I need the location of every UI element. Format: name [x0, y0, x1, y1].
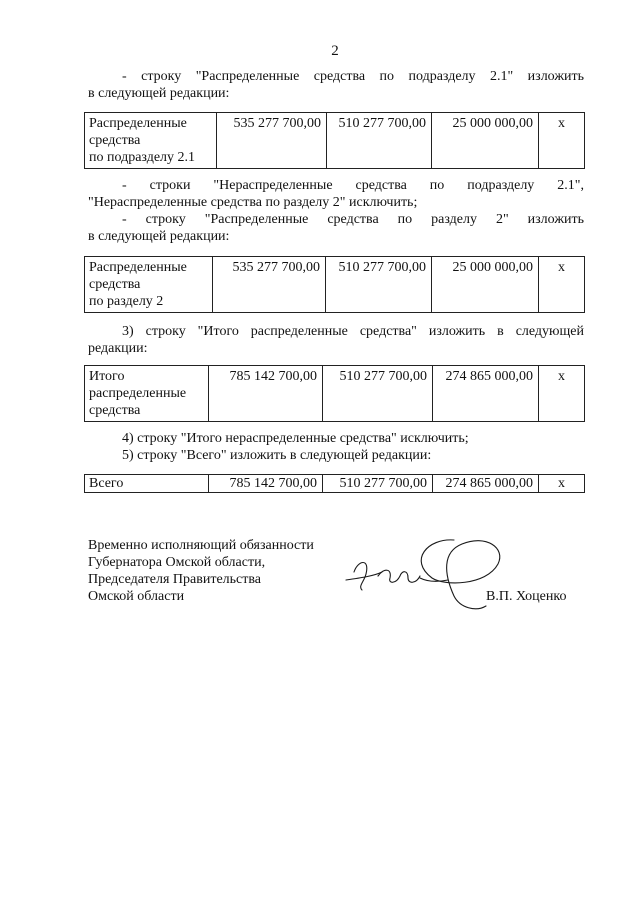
- amount-cell: 510 277 700,00: [326, 257, 432, 313]
- instruction-paragraph-continuation: "Нераспределенные средства по разделу 2" исключить;: [88, 195, 418, 210]
- instruction-paragraph: 3) строку "Итого распределенные средства" изложить в следующей: [122, 324, 584, 339]
- signatory-title-line: Временно исполняющий обязанности: [88, 538, 314, 553]
- row-label-line: Распределенные: [89, 260, 187, 275]
- instruction-paragraph: 5) строку "Всего" изложить в следующей редакции:: [122, 448, 432, 463]
- instruction-paragraph: - строку "Распределенные средства по разделу 2" изложить: [122, 212, 584, 227]
- row-label-line: по подразделу 2.1: [89, 150, 196, 165]
- amount-cell: 274 865 000,00: [433, 475, 539, 493]
- row-label-line: по разделу 2: [89, 294, 164, 309]
- instruction-paragraph: - строку "Распределенные средства по подразделу 2.1" изложить: [122, 69, 584, 84]
- table-row: [85, 366, 585, 422]
- row-label-cell: Всего: [85, 475, 209, 493]
- instruction-paragraph: 4) строку "Итого нераспределенные средства" исключить;: [122, 431, 469, 446]
- table-row: [85, 257, 585, 313]
- mark-cell: x: [539, 366, 585, 422]
- amount-cell: 274 865 000,00: [433, 366, 539, 422]
- amount-cell: 25 000 000,00: [432, 257, 539, 313]
- row-label-cell: [85, 113, 217, 169]
- amount-cell: 510 277 700,00: [327, 113, 432, 169]
- amount-cell: 510 277 700,00: [323, 366, 433, 422]
- signatory-name: В.П. Хоценко: [486, 589, 567, 604]
- row-label-line: Распределенные: [89, 116, 187, 131]
- row-label-cell: [85, 257, 213, 313]
- amount-cell: 510 277 700,00: [323, 475, 433, 493]
- row-label-line: распределенные: [89, 386, 187, 401]
- amount-cell: 535 277 700,00: [217, 113, 327, 169]
- instruction-paragraph: - строки "Нераспределенные средства по подразделу 2.1",: [122, 178, 584, 193]
- table-row: [85, 113, 585, 169]
- amount-cell: 535 277 700,00: [213, 257, 326, 313]
- row-label-line: средства: [89, 277, 141, 292]
- row-label-cell: [85, 366, 209, 422]
- amount-cell: 785 142 700,00: [209, 475, 323, 493]
- instruction-paragraph-continuation: в следующей редакции:: [88, 229, 230, 244]
- amount-cell: 25 000 000,00: [432, 113, 539, 169]
- signatory-title-line: Председателя Правительства: [88, 572, 262, 587]
- row-label-line: Итого: [89, 369, 125, 384]
- row-label-line: средства: [89, 133, 141, 148]
- page-number: 2: [331, 43, 339, 59]
- amendment-table: [84, 256, 585, 313]
- signatory-title-line: Губернатора Омской области,: [88, 555, 266, 570]
- row-label-line: средства: [89, 403, 141, 418]
- instruction-paragraph-continuation: редакции:: [88, 341, 148, 356]
- mark-cell: x: [539, 113, 585, 169]
- amount-cell: 785 142 700,00: [209, 366, 323, 422]
- signatory-title-line: Омской области: [88, 589, 185, 604]
- table-row: [85, 475, 585, 493]
- amendment-table: [84, 474, 585, 493]
- amendment-table: [84, 112, 585, 169]
- amendment-table: [84, 365, 585, 422]
- handwritten-signature: [336, 520, 506, 620]
- mark-cell: x: [539, 475, 585, 493]
- instruction-paragraph-continuation: в следующей редакции:: [88, 86, 230, 101]
- mark-cell: x: [539, 257, 585, 313]
